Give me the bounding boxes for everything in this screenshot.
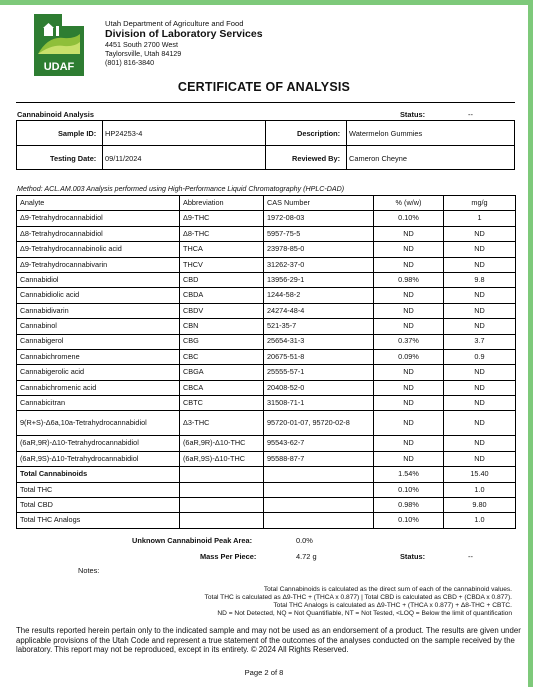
percent-cell: ND <box>374 319 444 334</box>
mg-per-g-cell: ND <box>444 242 516 257</box>
abbreviation-cell <box>180 513 264 528</box>
mass-per-piece-label: Mass Per Piece: <box>200 552 257 561</box>
right-accent-bar <box>528 0 533 687</box>
cas-number-cell: 95543-62-7 <box>264 436 374 451</box>
header-percent: % (w/w) <box>374 196 444 211</box>
mass-per-piece-value: 4.72 g <box>296 552 317 561</box>
agency-phone: (801) 816-3840 <box>105 58 155 67</box>
cas-number-cell: 1972-08-03 <box>264 211 374 226</box>
percent-cell: ND <box>374 436 444 451</box>
table-row <box>17 319 516 334</box>
abbreviation-cell: CBG <box>180 334 264 349</box>
summary-status-label: Status: <box>400 552 426 561</box>
percent-cell: ND <box>374 451 444 466</box>
mg-per-g-cell: ND <box>444 411 516 436</box>
abbreviation-cell: THCV <box>180 257 264 272</box>
mg-per-g-cell: 0.9 <box>444 349 516 364</box>
table-row <box>17 365 516 380</box>
abbreviation-cell: Δ8-THC <box>180 226 264 241</box>
table-row <box>17 411 516 436</box>
certificate-page <box>0 5 528 687</box>
table-row <box>17 257 516 272</box>
table-row <box>17 334 516 349</box>
percent-cell: 0.98% <box>374 272 444 287</box>
table-row <box>17 288 516 303</box>
totals-row <box>17 513 516 528</box>
analyte-cell: Δ9-Tetrahydrocannabivarin <box>17 257 180 272</box>
agency-address1: 4451 South 2700 West <box>105 40 178 49</box>
abbreviation-cell: Δ9-THC <box>180 211 264 226</box>
percent-cell: 0.10% <box>374 482 444 497</box>
note-line: Total THC Analogs is calculated as Δ9-THC + (THCA x 0.877) + Δ8-THC + CBTC. <box>273 601 512 609</box>
abbreviation-cell: CBDV <box>180 303 264 318</box>
mg-per-g-cell: ND <box>444 319 516 334</box>
analyte-cell: (6aR,9S)-Δ10-Tetrahydrocannabidiol <box>17 451 180 466</box>
description-label: Description: <box>297 129 341 138</box>
table-row <box>17 303 516 318</box>
sample-id-value: HP24253-4 <box>105 129 143 138</box>
cas-number-cell <box>264 467 374 482</box>
analyte-cell: Cannabigerol <box>17 334 180 349</box>
analyte-cell: Cannabigerolic acid <box>17 365 180 380</box>
table-row <box>17 380 516 395</box>
percent-cell: 0.09% <box>374 349 444 364</box>
mg-per-g-cell: ND <box>444 436 516 451</box>
analyte-cell: Total THC <box>17 482 180 497</box>
cas-number-cell: 31262-37-0 <box>264 257 374 272</box>
abbreviation-cell <box>180 467 264 482</box>
abbreviation-cell: CBTC <box>180 396 264 411</box>
analyte-cell: Cannabichromenic acid <box>17 380 180 395</box>
table-row <box>17 211 516 226</box>
status-value: -- <box>468 110 473 119</box>
cas-number-cell: 5957-75-5 <box>264 226 374 241</box>
cas-number-cell: 95720-01-07, 95720-02-8 <box>264 411 374 436</box>
agency-dept: Utah Department of Agriculture and Food <box>105 19 244 28</box>
analyte-cell: Cannabidiolic acid <box>17 288 180 303</box>
percent-cell: ND <box>374 380 444 395</box>
percent-cell: 0.98% <box>374 498 444 513</box>
sample-id-label: Sample ID: <box>58 129 97 138</box>
header-abbreviation: Abbreviation <box>180 196 264 211</box>
mg-per-g-cell: ND <box>444 226 516 241</box>
cas-number-cell: 25654-31-3 <box>264 334 374 349</box>
abbreviation-cell: Δ3-THC <box>180 411 264 436</box>
status-label: Status: <box>400 110 426 119</box>
cas-number-cell: 23978-85-0 <box>264 242 374 257</box>
cas-number-cell: 521-35-7 <box>264 319 374 334</box>
percent-cell: 0.10% <box>374 211 444 226</box>
analyte-cell: Cannabinol <box>17 319 180 334</box>
abbreviation-cell: CBGA <box>180 365 264 380</box>
percent-cell: ND <box>374 288 444 303</box>
unknown-peak-value: 0.0% <box>296 536 313 545</box>
cas-number-cell: 20675-51-8 <box>264 349 374 364</box>
mg-per-g-cell: 9.8 <box>444 272 516 287</box>
abbreviation-cell: THCA <box>180 242 264 257</box>
logo-text: UDAF <box>43 61 75 73</box>
table-row <box>17 436 516 451</box>
table-row <box>17 272 516 287</box>
cas-number-cell: 31508-71-1 <box>264 396 374 411</box>
cas-number-cell: 95588-87-7 <box>264 451 374 466</box>
table-row <box>17 349 516 364</box>
percent-cell: 0.37% <box>374 334 444 349</box>
table-row <box>17 242 516 257</box>
agency-block <box>105 19 263 67</box>
table-header-row <box>17 196 516 211</box>
table-row <box>17 396 516 411</box>
notes-label: Notes: <box>78 566 100 575</box>
percent-cell: ND <box>374 365 444 380</box>
abbreviation-cell: CBD <box>180 272 264 287</box>
description-value: Watermelon Gummies <box>349 129 423 138</box>
analyte-cell: Cannabidiol <box>17 272 180 287</box>
analyte-cell: Total Cannabinoids <box>17 467 180 482</box>
cas-number-cell: 1244-58-2 <box>264 288 374 303</box>
mg-per-g-cell: ND <box>444 257 516 272</box>
percent-cell: ND <box>374 257 444 272</box>
mg-per-g-cell: 1.0 <box>444 513 516 528</box>
results-table <box>16 195 516 529</box>
percent-cell: 0.10% <box>374 513 444 528</box>
agency-division: Division of Laboratory Services <box>105 28 263 40</box>
certificate-title: CERTIFICATE OF ANALYSIS <box>177 80 351 94</box>
analyte-cell: Cannabichromene <box>17 349 180 364</box>
note-line: ND = Not Detected, NQ = Not Quantifiable, NT = Not Tested, <LOQ = Below the limit of quantification <box>217 609 512 617</box>
cas-number-cell <box>264 482 374 497</box>
mg-per-g-cell: ND <box>444 303 516 318</box>
totals-row <box>17 482 516 497</box>
calculation-notes <box>42 586 512 618</box>
cas-number-cell: 25555-57-1 <box>264 365 374 380</box>
cas-number-cell <box>264 513 374 528</box>
udaf-logo <box>34 14 84 76</box>
abbreviation-cell: CBN <box>180 319 264 334</box>
analyte-cell: Δ9-Tetrahydrocannabinolic acid <box>17 242 180 257</box>
unknown-peak-label: Unknown Cannabinoid Peak Area: <box>132 536 253 545</box>
analyte-cell: Total CBD <box>17 498 180 513</box>
cas-number-cell: 13956-29-1 <box>264 272 374 287</box>
analyte-cell: 9(R+S)-Δ6a,10a-Tetrahydrocannabidiol <box>17 411 180 436</box>
mg-per-g-cell: ND <box>444 365 516 380</box>
mg-per-g-cell: ND <box>444 396 516 411</box>
percent-cell: ND <box>374 303 444 318</box>
analyte-cell: Total THC Analogs <box>17 513 180 528</box>
cas-number-cell: 24274-48-4 <box>264 303 374 318</box>
mg-per-g-cell: ND <box>444 451 516 466</box>
testing-date-label: Testing Date: <box>50 154 97 163</box>
percent-cell: ND <box>374 226 444 241</box>
abbreviation-cell: CBC <box>180 349 264 364</box>
note-line: Total Cannabinoids is calculated as the direct sum of each of the cannabinoid values. <box>263 586 512 593</box>
percent-cell: 1.54% <box>374 467 444 482</box>
percent-cell: ND <box>374 242 444 257</box>
summary-status-value: -- <box>468 552 473 561</box>
cas-number-cell: 20408-52-0 <box>264 380 374 395</box>
mg-per-g-cell: ND <box>444 288 516 303</box>
info-col-divider1 <box>102 120 103 170</box>
totals-row <box>17 467 516 482</box>
analyte-cell: Δ9-Tetrahydrocannabidiol <box>17 211 180 226</box>
mg-per-g-cell: ND <box>444 380 516 395</box>
header-analyte: Analyte <box>17 196 180 211</box>
abbreviation-cell: CBDA <box>180 288 264 303</box>
mg-per-g-cell: 15.40 <box>444 467 516 482</box>
info-col-divider3 <box>346 120 347 170</box>
note-line: Total THC is calculated as Δ9-THC + (THCA x 0.877) | Total CBD is calculated as CBD + (CBDA x 0.877). <box>204 593 512 601</box>
header-cas-number: CAS Number <box>264 196 374 211</box>
info-col-divider2 <box>265 120 266 170</box>
abbreviation-cell: (6aR,9R)-Δ10-THC <box>180 436 264 451</box>
reviewed-by-label: Reviewed By: <box>292 154 341 163</box>
header-mg-per-g: mg/g <box>444 196 516 211</box>
agency-address2: Taylorsville, Utah 84129 <box>105 49 182 58</box>
abbreviation-cell: (6aR,9S)-Δ10-THC <box>180 451 264 466</box>
analyte-cell: Cannabidivarin <box>17 303 180 318</box>
table-row <box>17 226 516 241</box>
analyte-cell: Δ8-Tetrahydrocannabidiol <box>17 226 180 241</box>
section-title: Cannabinoid Analysis <box>17 110 94 119</box>
disclaimer: The results reported herein pertain only to the indicated sample and may not be used as an endorsement of a product. The results are given under applicable provisions of the Utah Code and represent a true statement of the outcomes of the analyses conducted on the sample received by the laboratory. This report may not be reproduced, except in its entirety. © 2024 All Rights Reserved. <box>16 626 521 655</box>
mg-per-g-cell: 3.7 <box>444 334 516 349</box>
reviewed-by-value: Cameron Cheyne <box>349 154 407 163</box>
mg-per-g-cell: 1.0 <box>444 482 516 497</box>
page-number: Page 2 of 8 <box>244 668 284 677</box>
abbreviation-cell <box>180 482 264 497</box>
cas-number-cell <box>264 498 374 513</box>
abbreviation-cell <box>180 498 264 513</box>
percent-cell: ND <box>374 396 444 411</box>
totals-row <box>17 498 516 513</box>
title-divider <box>16 102 515 103</box>
abbreviation-cell: CBCA <box>180 380 264 395</box>
analyte-cell: (6aR,9R)-Δ10-Tetrahydrocannabidiol <box>17 436 180 451</box>
percent-cell: ND <box>374 411 444 436</box>
testing-date-value: 09/11/2024 <box>105 154 142 163</box>
analyte-cell: Cannabicitran <box>17 396 180 411</box>
mg-per-g-cell: 1 <box>444 211 516 226</box>
mg-per-g-cell: 9.80 <box>444 498 516 513</box>
method-line: Method: ACL.AM.003 Analysis performed using High-Performance Liquid Chromatography (HPLC-DAD) <box>17 185 345 193</box>
table-row <box>17 451 516 466</box>
